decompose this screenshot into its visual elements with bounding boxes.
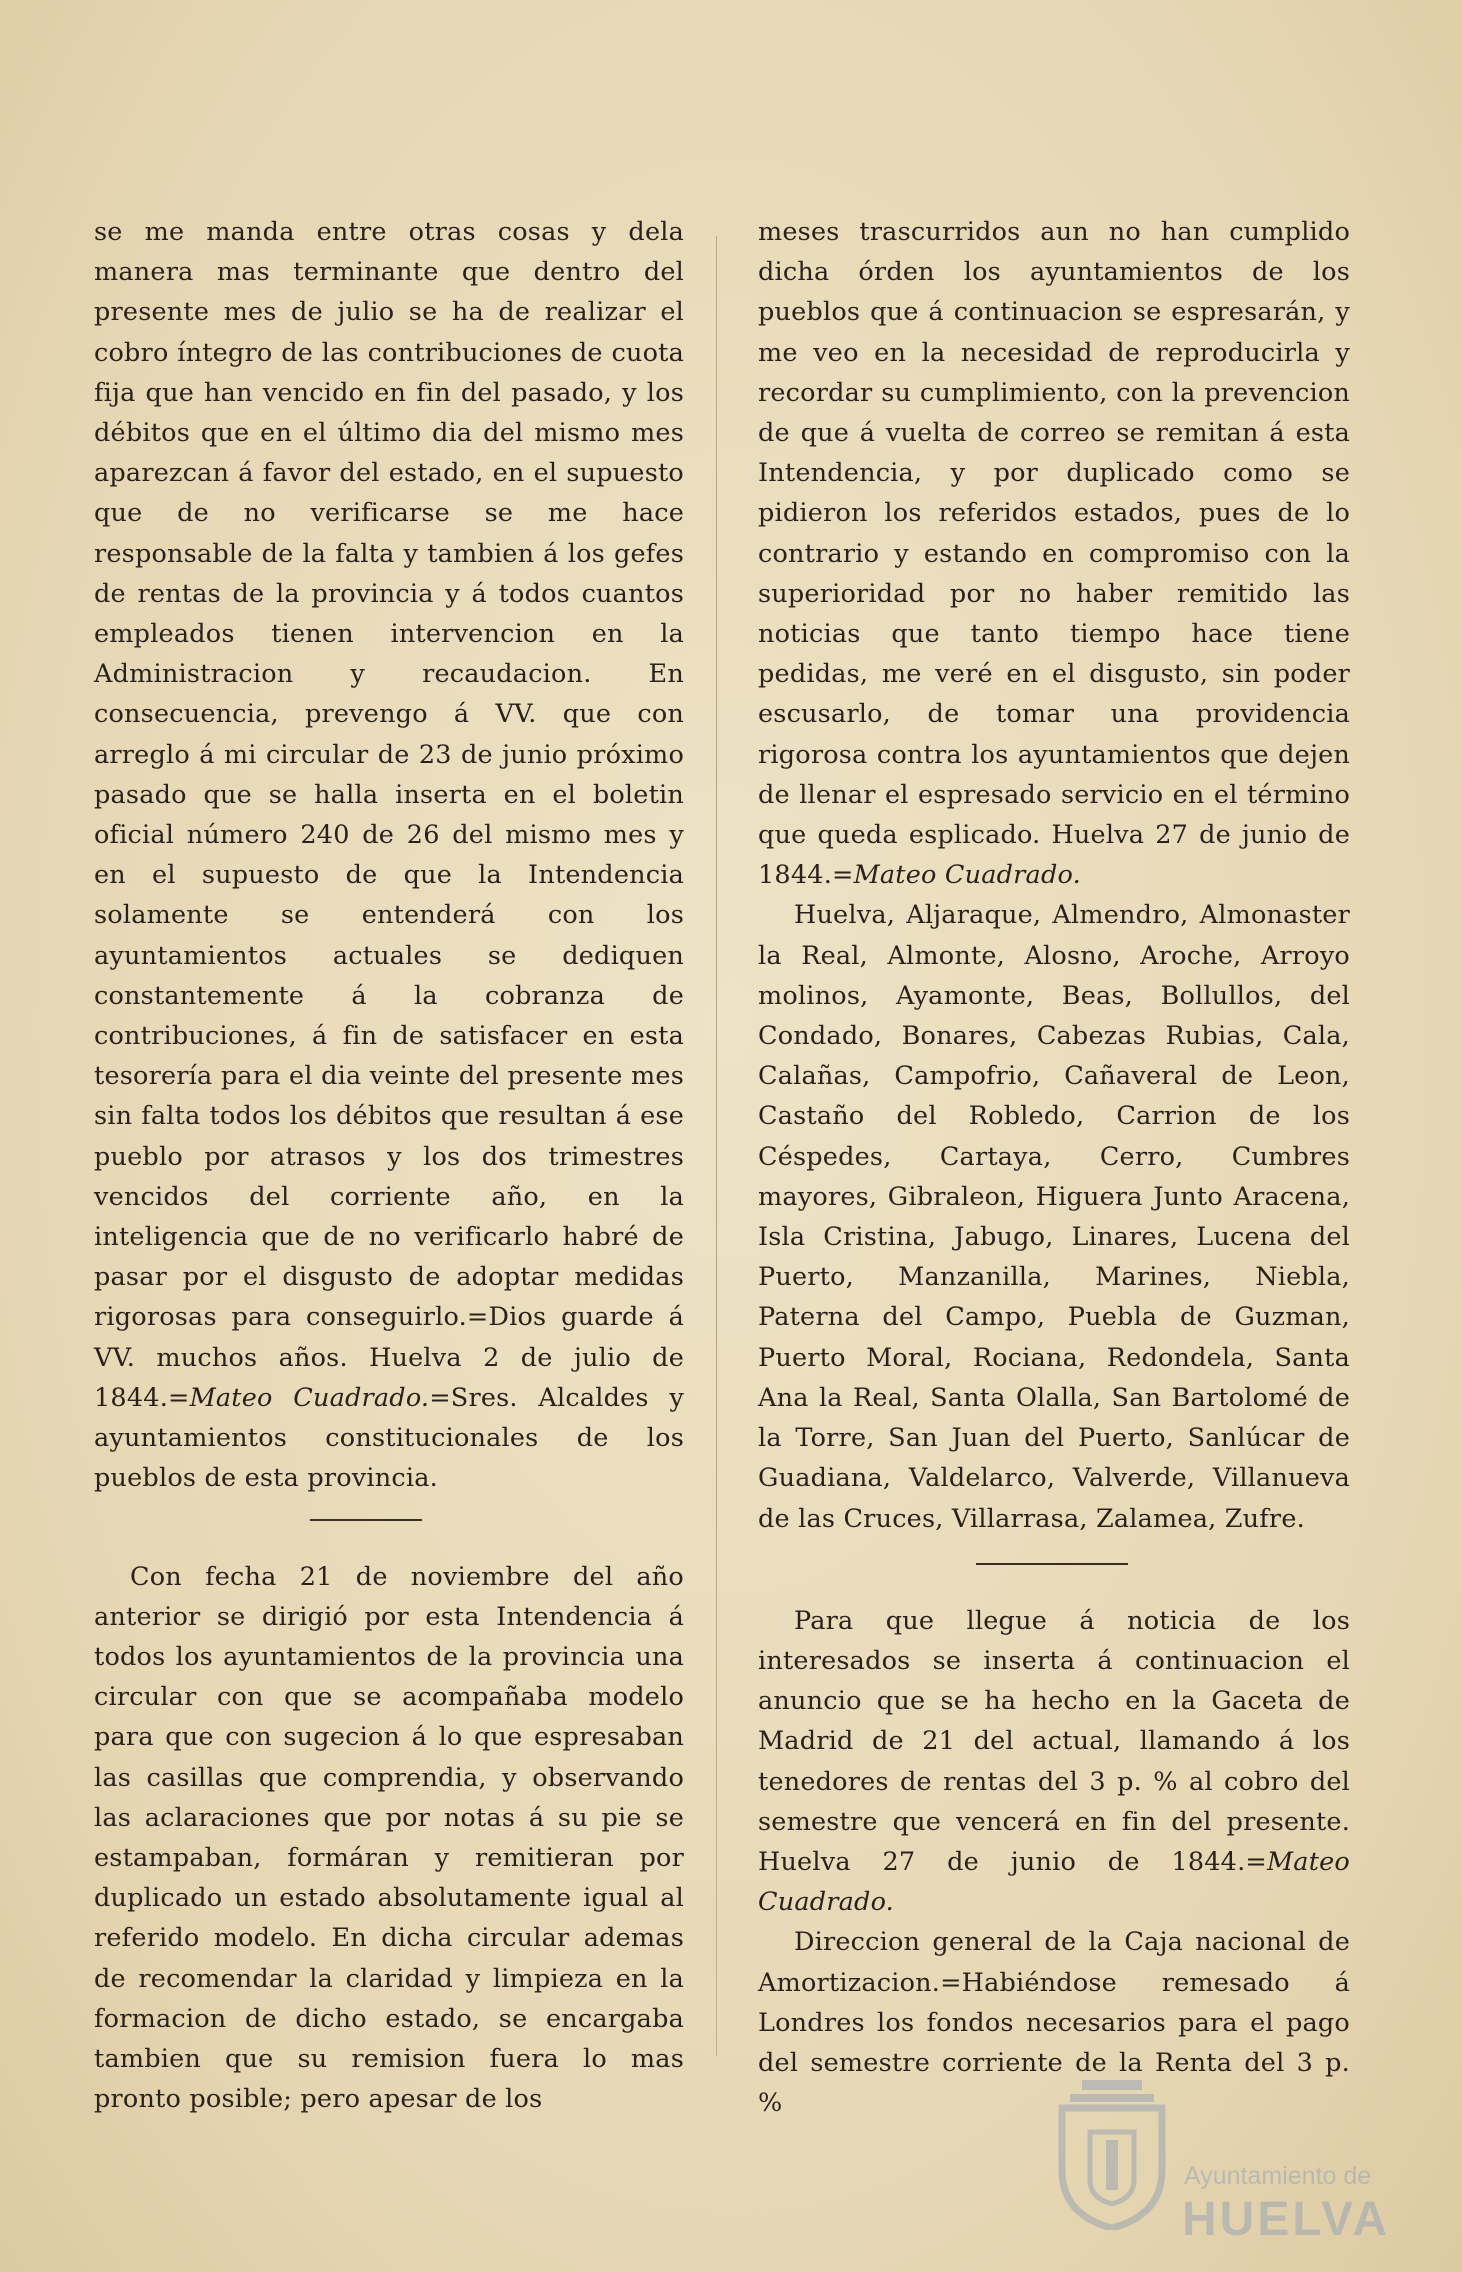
watermark-line-2: HUELVA [1182,2193,1391,2246]
right-p3-signature: Mateo Cuadrado. [758,1846,1350,1918]
right-paragraph-1 [758,212,1350,895]
huelva-shield-icon [1052,2080,1172,2230]
left-paragraph-2: Con fecha 21 de noviembre del año anterior se dirigió por esta Intendencia á todos los ayuntamientos de la provincia una circular con que se acompañaba modelo para que con sugecion á lo que espresaban las casillas que comprendia, y observando las aclaraciones que por notas á su pie se estampaban, formáran y remitieran por duplicado un estado absolutamente igual al referido modelo. En dicha circular ademas de recomendar la claridad y limpieza en la formacion de dicho estado, se encargaba tambien que su remision fuera lo mas pronto posible; pero apesar de los [94,1561,684,2115]
right-paragraph-4: Direccion general de la Caja nacional de Amortizacion.=Habiéndose remesado á Londres los fondos necesarios para el pago del semestre corriente de la Renta del 3 p. % [758,1927,1350,2119]
watermark [1052,2060,1412,2260]
right-column [758,212,1350,2123]
left-p1-text: se me manda entre otras cosas y dela manera mas terminante que dentro del presente mes de julio se ha de realizar el cobro íntegro de las contribuciones de cuota fija que han vencido en fin del pasado, y los débitos que en el último dia del mismo mes aparezcan á favor del estado, en el supuesto que de no verificarse se me hace responsable de la falta y tambien á los gefes de rentas de la provincia y á todos cuantos empleados tienen intervencion en la Administracion y recaudacion. En consecuencia, prevengo á VV. que con arreglo á mi circular de 23 de junio próximo pasado que se halla inserta en el boletin oficial número 240 de 26 del mismo mes y en el supuesto de que la Intendencia solamente se entenderá con los ayuntamientos actuales se dediquen constantemente á la cobranza de contribuciones, á fin de satisfacer en esta tesorería para el dia veinte del presente mes sin falta todos los débitos que resultan á ese pueblo por atrasos y los dos trimestres vencidos del corriente año, en la inteligencia que de no verificarlo habré de pasar por el disgusto de adoptar medidas rigorosas para conseguirlo.=Dios guarde á VV. muchos años. Huelva 2 de julio de 1844.= [94,217,684,1413]
right-p1-signature: Mateo Cuadrado. [853,860,1081,891]
right-paragraph-3 [758,1601,1350,1923]
column-divider [716,236,717,2056]
section-rule-left [310,1519,422,1521]
section-rule-right [976,1563,1128,1565]
town-list: Huelva, Aljaraque, Almendro, Almonaster la Real, Almonte, Alosno, Aroche, Arroyo molinos, Ayamonte, Beas, Bollullos, del Condado, Bonares, Cabezas Rubias, Cala, Calañas, Campofrio, Cañaveral de Leon, Castaño del Robledo, Carrion de los Céspedes, Cartaya, Cerro, Cumbres mayores, Gibraleon, Higuera Junto Aracena, Isla Cristina, Jabugo, Linares, Lucena del Puerto, Manzanilla, Marines, Niebla, Paterna del Campo, Puebla de Guzman, Puerto Moral, Rociana, Redondela, Santa Ana la Real, Santa Olalla, San Bartolomé de la Torre, San Juan del Puerto, Sanlúcar de Guadiana, Valdelarco, Valverde, Villanueva de las Cruces, Villarrasa, Zalamea, Zufre. [758,900,1350,1534]
right-p1-text: meses trascurridos aun no han cumplido dicha órden los ayuntamientos de los pueblos que á continuacion se espresarán, y me veo en la necesidad de reproducirla y recordar su cumplimiento, con la prevencion de que á vuelta de correo se remitan á esta Intendencia, y por duplicado como se pidieron los referidos estados, pues de lo contrario y estando en compromiso con la superioridad por no haber remitido las noticias que tanto tiempo hace tiene pedidas, me veré en el disgusto, sin poder escusarlo, de tomar una providencia rigorosa contra los ayuntamientos que dejen de llenar el espresado servicio en el término que queda esplicado. Huelva 27 de junio de 1844.= [758,217,1350,891]
left-column [94,212,684,2119]
left-paragraph-1 [94,212,684,1499]
right-p3-text: Para que llegue á noticia de los interesados se inserta á continuacion el anuncio que se ha hecho en la Gaceta de Madrid de 21 del actual, llamando á los tenedores de rentas del 3 p. % al cobro del semestre que vencerá en fin del presente. Huelva 27 de junio de 1844.= [758,1605,1350,1877]
left-p1-tail: =Sres. Alcaldes y ayuntamientos constitucionales de los pueblos de esta provincia. [94,1382,684,1494]
watermark-line-1: Ayuntamiento de [1184,2162,1372,2190]
left-p1-signature: Mateo Cuadrado. [189,1382,430,1413]
